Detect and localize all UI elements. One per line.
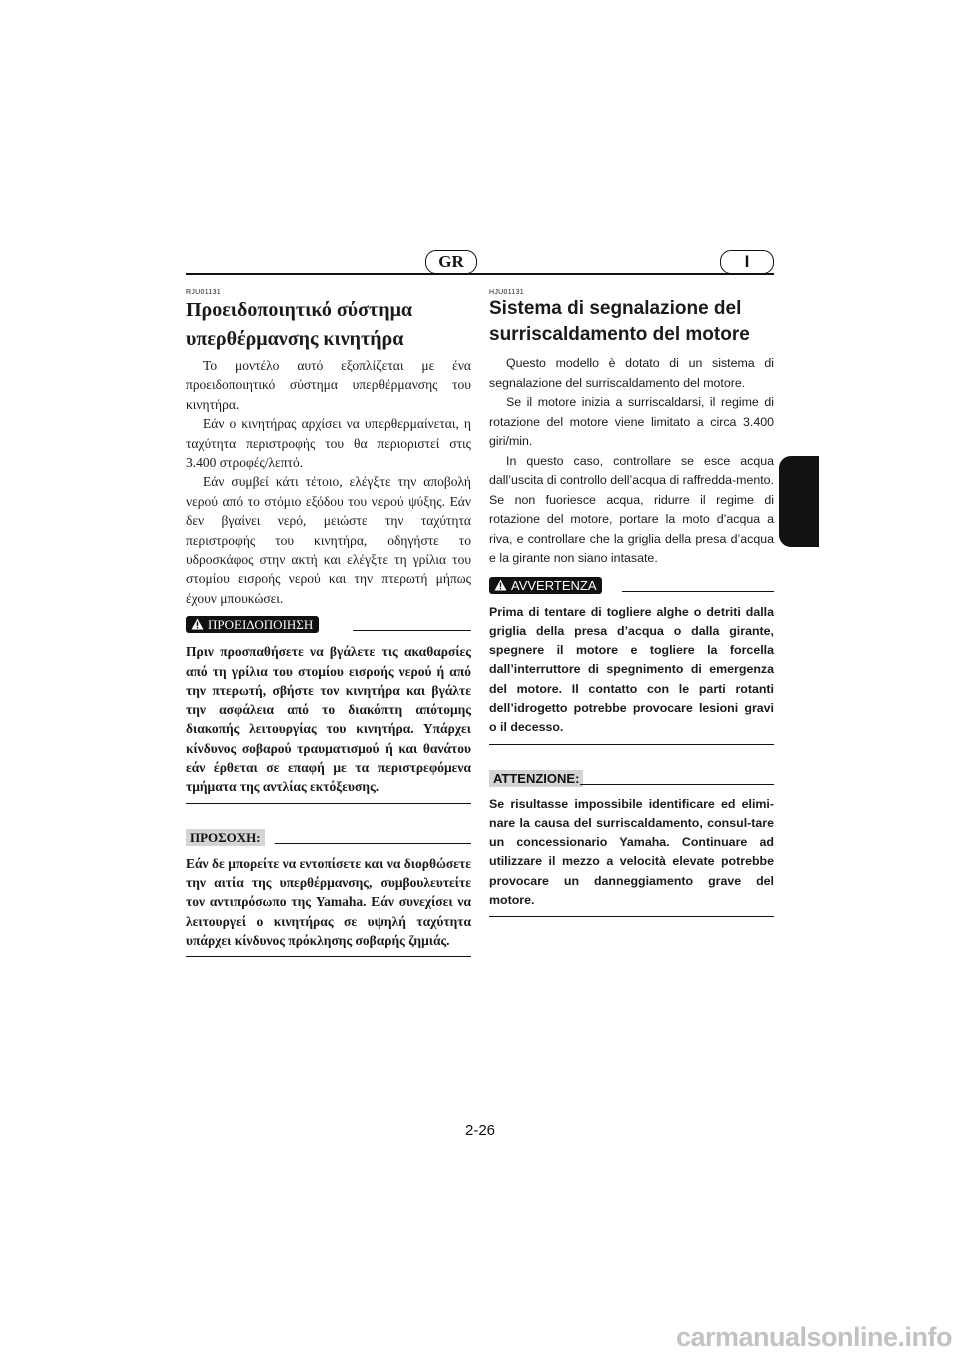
italian-title-line2: surriscaldamento del motore [489,324,750,345]
greek-warning-text: Πριν προσπαθήσετε να βγάλετε τις ακαθαρσίες από τη γρίλια του στομίου εισροής νερού ή από την πτερωτή, σβήστε τον κινητήρα και βγάλτε την ασφάλεια από το διακόπτη απότομης διακοπής λειτουργίας του κινητήρα. Υπάρχει κίνδυνος σοβαρού τραυματισμού ή και θανάτου εάν έρθεται σε επαφή με τα περιστρεφόμενα τμήματα της αντλίας εκτόξευσης. [186,642,471,803]
watermark: carmanualsonline.info [675,1322,952,1352]
italian-paragraph-2: Se il motore inizia a surriscaldarsi, il regime di rotazione del motore viene limitato a circa 3.400 giri/min. [489,395,774,448]
language-badge-greek: GR [425,250,477,274]
greek-caution-text: Εάν δε μπορείτε να εντοπίσετε και να διορθώσετε την αιτία της υπερθέρμανσης, συμβουλευτείτε τον αντιπρόσωπο της Yamaha. Εάν συνεχίσει να λειτουργεί ο κινητήρας σε υψηλή ταχύτητα υπάρχει κίνδυνος πρόκλησης σοβαρής ζημιάς. [186,854,471,957]
section-code-greek: RJU01131 [186,289,221,296]
italian-caution-label: ATTENZIONE: [489,770,583,787]
greek-column [186,296,471,957]
header-rule [186,273,774,275]
italian-paragraph-1: Questo modello è dotato di un sistema di segnalazione del surriscaldamento del motore. [489,356,774,390]
italian-paragraph-3: In questo caso, controllare se esce acqua dall’uscita di controllo dell’acqua di raffredda-mento. Se non fuoriesce acqua, ridurre il regime di rotazione del motore, portare la moto d’acqua a riva, e controllare che la griglia della presa d’acqua e la girante non siano intasate. [489,453,774,565]
italian-warning-text: Prima di tentare di togliere alghe o detriti dalla griglia della presa d’acqua o dalla girante, spegnere il motore e togliere la forcella dall’interruttore di spegnimento di emergenza del motore. Il contatto con le parti rotanti dell’idrogetto potrebbe provocare lesioni gravi o il decesso. [489,603,774,745]
warning-triangle-icon [191,618,204,630]
italian-warning-header [489,575,774,597]
page-number: 2-26 [464,1122,496,1139]
warning-triangle-icon [494,579,507,591]
greek-caution-header [186,826,471,848]
italian-title-line1: Sistema di segnalazione del [489,298,742,319]
italian-warning-label-text: AVVERTENZA [511,577,597,593]
section-code-italian: HJU01131 [489,289,524,296]
italian-caution-header [489,767,774,789]
italian-caution-text: Se risultasse impossibile identificare ed elimi-nare la causa del surriscaldamento, consul-tare un concessionario Yamaha. Continuare ad utilizzare il mezzo a velocità elevate potrebbe provocare un danneggiamento grave del motore. [489,795,774,918]
greek-paragraph-2: Εάν ο κινητήρας αρχίσει να υπερθερμαίνεται, η ταχύτητα περιστροφής του θα περιοριστεί στις 3.400 στροφές/λεπτό. [186,416,471,471]
greek-warning-label [186,616,319,633]
greek-warning-label-text: ΠΡΟΕΙΔΟΠΟΙΗΣΗ [208,617,314,633]
language-badge-italian: I [720,250,774,274]
greek-title-line2: υπερθέρμανσης κινητήρα [186,328,404,350]
greek-paragraph-1: Το μοντέλο αυτό εξοπλίζεται με ένα προειδοποιητικό σύστημα υπερθέρμανσης του κινητήρα. [186,358,471,412]
greek-caution-rule [275,843,471,844]
greek-title-line1: Προειδοποιητικό σύστημα [186,299,413,321]
greek-warning-header [186,614,471,636]
greek-paragraph-3: Εάν συμβεί κάτι τέτοιο, ελέγξτε την αποβολή νερού από το στόμιο εξόδου του νερού ψύξης. Εάν δεν βγαίνει νερό, μειώστε την ταχύτητα περιστροφής του κινητήρα, οδηγήστε το υδροσκάφος στην ακτή και ελέγξτε τη γρίλια του στομίου εισροής νερού και την πτερωτή μήπως έχουν μπουκώσει. [186,474,471,606]
chapter-thumb-tab [779,456,819,547]
greek-warning-rule [353,630,471,631]
greek-caution-label: ΠΡΟΣΟΧΗ: [186,829,265,846]
greek-title [186,296,471,354]
italian-caution-rule [580,784,774,785]
italian-warning-rule [622,591,774,592]
italian-title [489,296,774,348]
italian-column [489,296,774,917]
italian-warning-label [489,577,602,594]
